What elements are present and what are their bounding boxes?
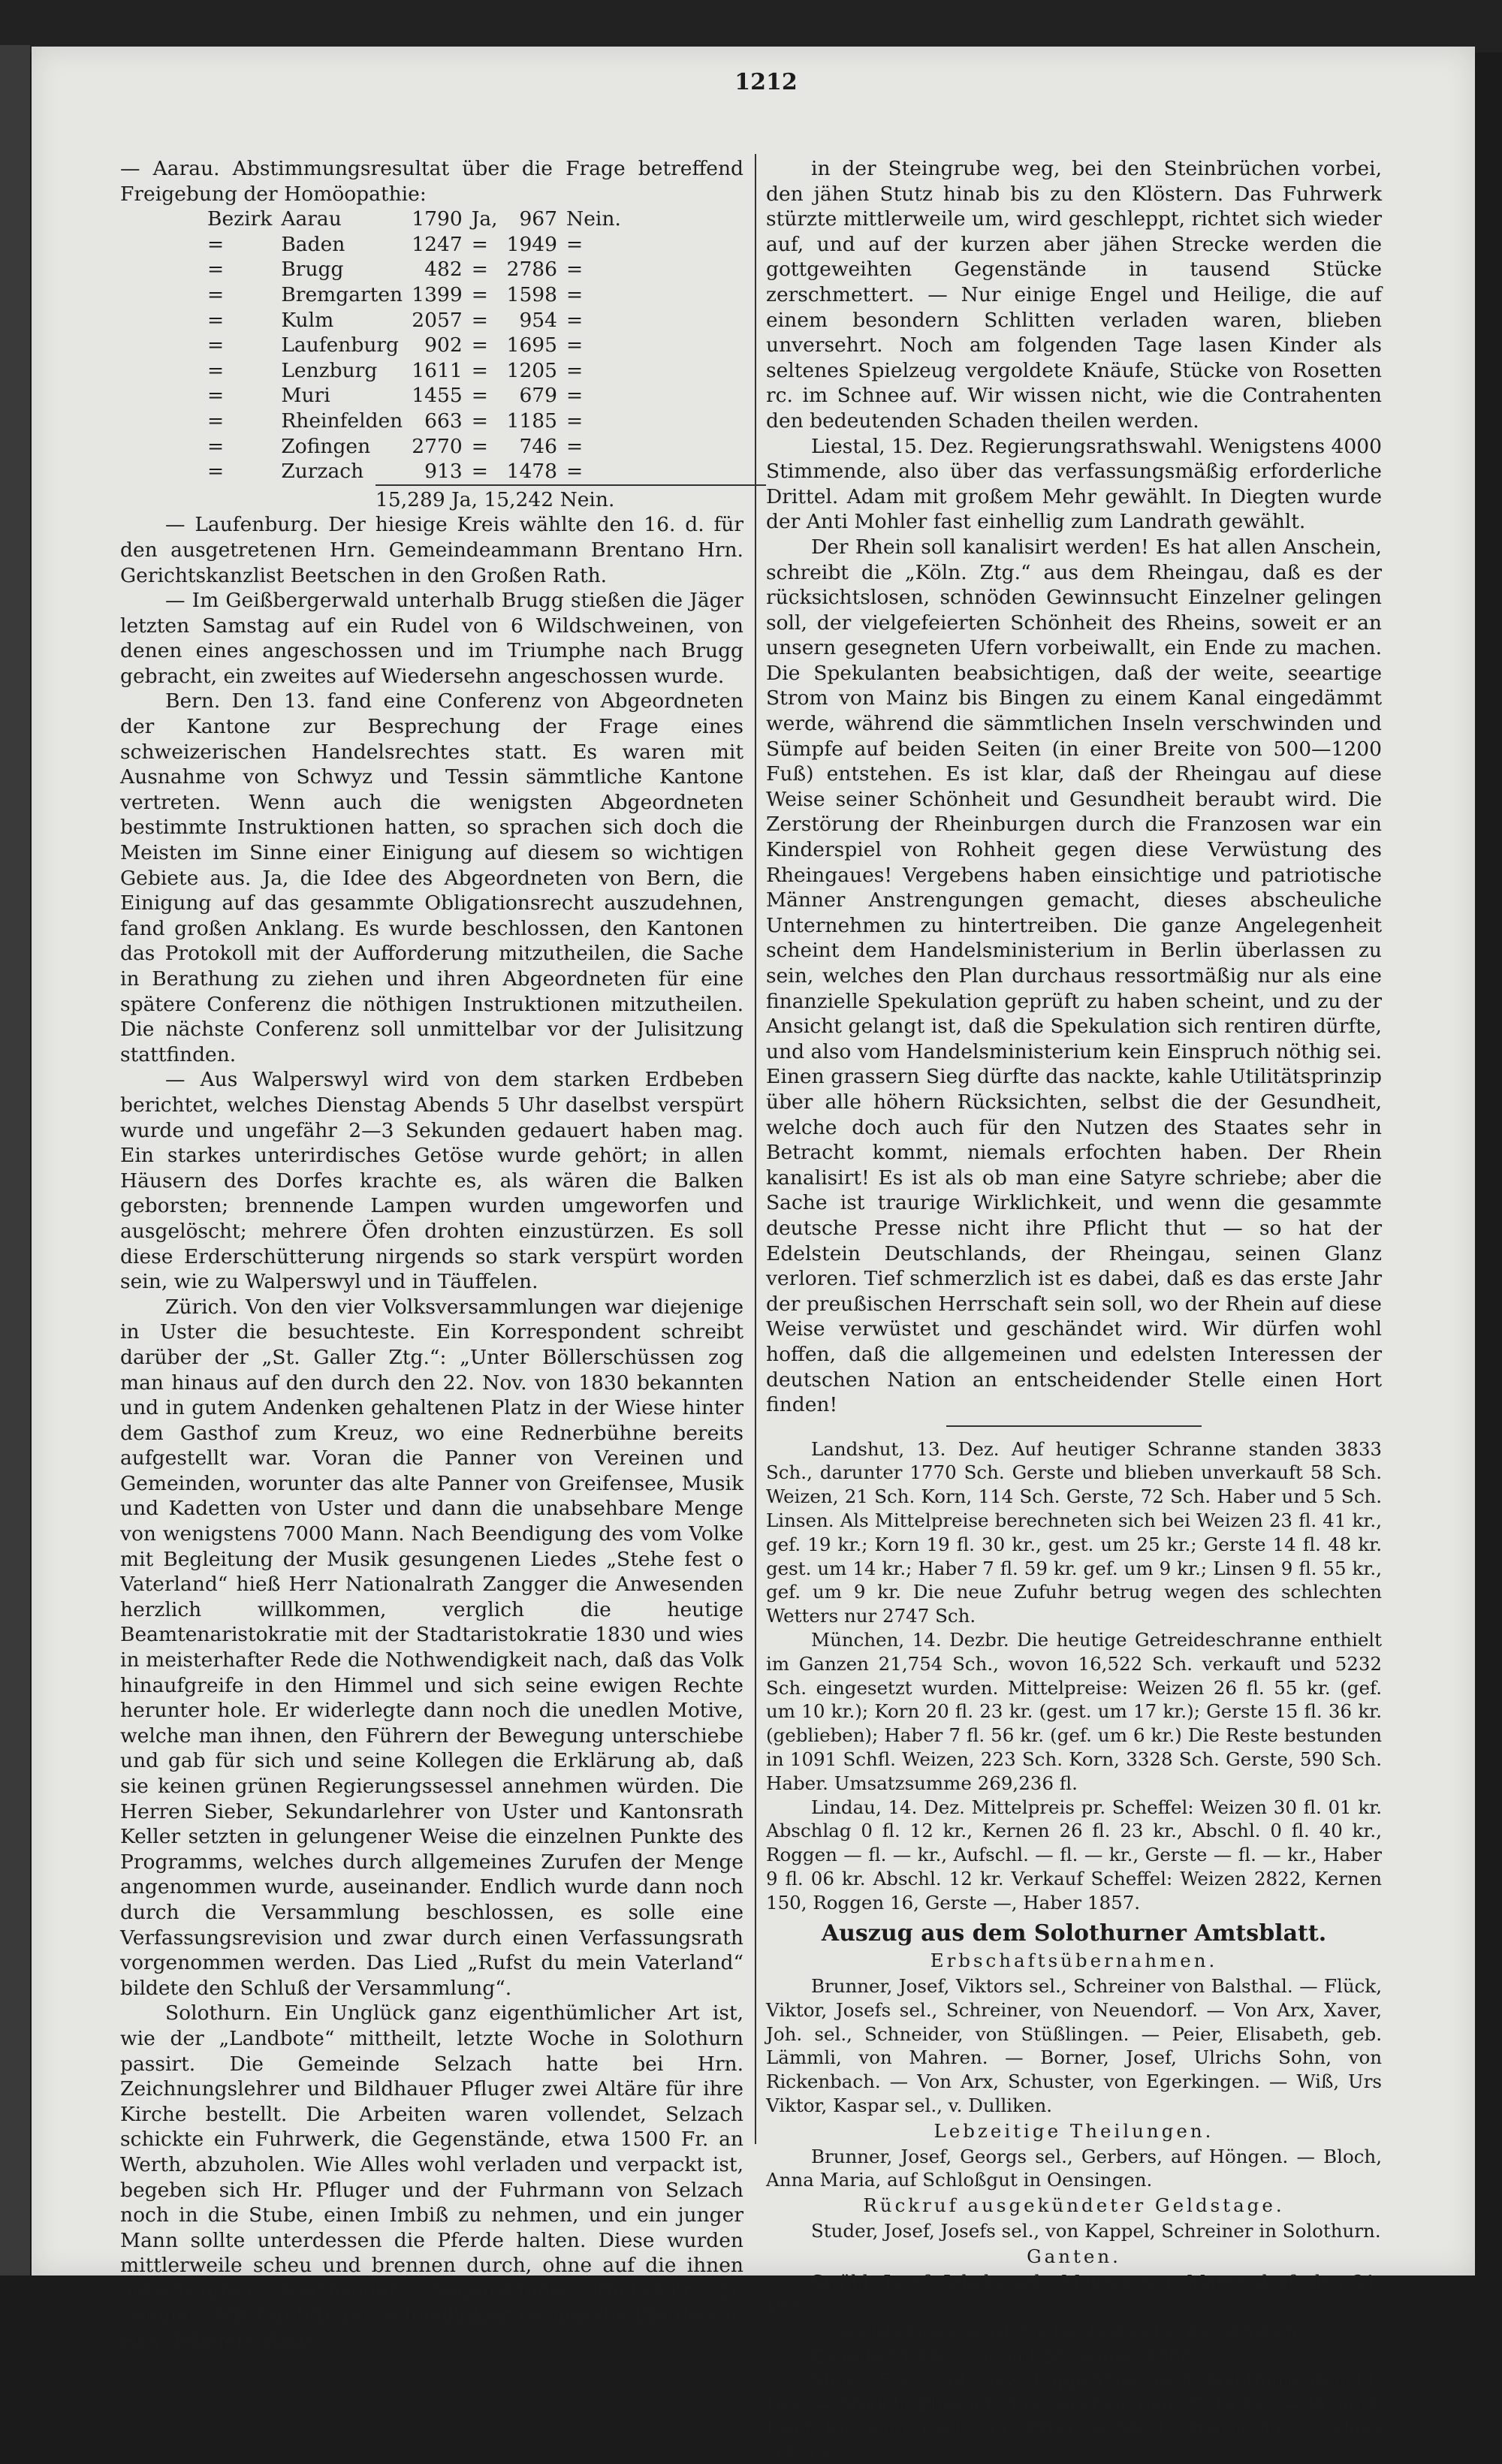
right-articles [766, 156, 1382, 1418]
vote-ja: 902 [424, 333, 463, 357]
vote-district: Lenzburg [281, 358, 378, 382]
vote-prefix: = [207, 232, 225, 256]
vote-district: Baden [281, 232, 345, 256]
vote-nein-unit: = [566, 258, 584, 282]
vote-ja: 1611 [412, 358, 463, 382]
vote-nein: 2786 [506, 258, 558, 282]
vote-district: Zofingen [281, 434, 371, 458]
vote-row [203, 308, 626, 333]
vote-ja: 913 [424, 460, 463, 484]
section-title: Lebzeitige Theilungen. [933, 2119, 1214, 2142]
article-paragraph: — Aus Walperswyl wird von dem starken Erdbeben berichtet, welches Dienstag Abends 5 Uhr daselbst verspürt wurde und ungefähr 2—3 Sekunden gedauert haben mag. Ein starkes unterirdisches Getöse wurde gehört; in allen Häusern des Dorfes krachte es, als wären die Balken geborsten; brennende Lampen wurden umgeworfen und ausgelöscht; mehrere Öfen drohten einzustürzen. Es soll diese Erderschütterung nirgends so stark verspürt worden sein, wie zu Walperswyl und in Täuffelen. [120, 1068, 743, 1294]
article-paragraph: in der Steingrube weg, bei den Steinbrüchen vorbei, den jähen Stutz hinab bis zu den Klöstern. Das Fuhrwerk stürzte mittlerweile um, wird geschleppt, richtet sich wieder auf, und auf der kurzen aber jähen Strecke werden die gottgeweihten Gegenstände in tausend Stücke zerschmettert. — Nur einige Engel und Heilige, die auf einem besondern Schlitten verladen waren, blieben unversehrt. Noch am folgenden Tage lasen Kinder als seltenes Spielzeug vergoldete Knäufe, Stücke von Rosetten rc. im Schnee auf. Wir wissen nicht, wie die Contrahenten den bedeutenden Schaden theilen werden. [766, 157, 1382, 433]
scan-binding-edge [0, 45, 30, 2276]
vote-row [203, 409, 626, 434]
vote-ja-unit: = [471, 384, 488, 408]
vote-nein-unit: = [566, 333, 584, 357]
article-paragraph: — Laufenburg. Der hiesige Kreis wählte den 16. d. für den ausgetretenen Hrn. Gemeindeammann Brentano Hrn. Gerichtskanzlist Beetschen in den Großen Rath. [120, 513, 743, 587]
vote-ja: 1790 [412, 207, 463, 231]
column-divider [755, 154, 756, 2144]
vote-nein-unit: = [566, 460, 584, 484]
vote-nein-unit: Nein. [566, 207, 621, 231]
market-report: Lindau, 14. Dez. Mittelpreis pr. Scheffel: Weizen 30 fl. 01 kr. Abschlag 0 fl. 12 kr., Kernen 26 fl. 23 kr., Abschl. 0 fl. 40 kr., Roggen — fl. — kr., Aufschl. — fl. — kr., Gerste — fl. — kr., Haber 9 fl. 06 kr. Abschl. 12 kr. Verkauf Scheffel: Weizen 2822, Kernen 150, Roggen 16, Gerste —, Haber 1857. [766, 1796, 1382, 1914]
vote-ja-unit: = [471, 258, 488, 282]
vote-district: Muri [281, 384, 330, 408]
notice-entry: Eingabefrist bis und mit 20. Jänner 1868. [811, 2345, 1199, 2367]
vote-district: Zurzach [281, 460, 364, 484]
vote-ja-unit: = [471, 308, 488, 332]
page-number: 1212 [734, 69, 798, 95]
vote-ja-unit: = [471, 409, 488, 433]
market-report: Landshut, 13. Dez. Auf heutiger Schranne standen 3833 Sch., darunter 1770 Sch. Gerste und blieben unverkauft 58 Sch. Weizen, 21 Sch. Korn, 114 Sch. Gerste, 72 Sch. Haber und 5 Sch. Linsen. Als Mittelpreise berechneten sich bei Weizen 23 fl. 41 kr., gef. 19 kr.; Korn 19 fl. 30 kr., gest. um 25 kr.; Gerste 14 fl. 48 kr. gest. um 14 kr.; Haber 7 fl. 59 kr. gef. um 9 kr.; Linsen 9 fl. 55 kr., gef. um 9 kr. Die neue Zufuhr betrug wegen des schlechten Wetters nur 2747 Sch. [766, 1437, 1382, 1627]
vote-prefix: = [207, 282, 225, 306]
market-report: München, 14. Dezbr. Die heutige Getreideschranne enthielt im Ganzen 21,754 Sch., wovon 16,522 Sch. verkauft und 5232 Sch. eingesetzt wurden. Mittelpreise: Weizen 26 fl. 55 kr. (gef. um 10 kr.); Korn 20 fl. 23 kr. (gest. um 17 kr.); Gerste 15 fl. 36 kr. (geblieben); Haber 7 fl. 56 kr. (gef. um 6 kr.) Die Reste bestunden in 1091 Schfl. Weizen, 223 Sch. Korn, 3328 Sch. Gerste, 590 Sch. Haber. Umsatzsumme 269,236 fl. [766, 1629, 1382, 1794]
vote-district: Aarau [281, 207, 342, 231]
scan-top-edge [0, 0, 1502, 53]
vote-nein: 679 [519, 384, 558, 408]
vote-ja: 2057 [412, 308, 463, 332]
section-rule [946, 1425, 1202, 1427]
vote-row [203, 383, 626, 409]
vote-ja-unit: = [471, 434, 488, 458]
notice-entry: Meier, Franz sel., gew. Kappenmacher in Solothurn, den 14. Dez. — Stüdeli, Elisabeth in Grenchen, den 17. Dezbr. — Reinert, Josef, Klemenzen sel., von Altreu. — Sterki, Hieronimus, Niklaus sel., in [766, 2369, 1382, 2463]
aarau-intro: — Aarau. Abstimmungsresultat über die Frage betreffend Freigebung der Homöopathie: [120, 157, 743, 206]
vote-nein: 954 [519, 308, 558, 332]
vote-row [203, 333, 626, 358]
vote-nein-unit: = [566, 232, 584, 256]
vote-row [203, 257, 626, 282]
article-paragraph: — Im Geißbergerwald unterhalb Brugg stießen die Jäger letzten Samstag auf ein Rudel von 6 Wildschweinen, von denen eines angeschossen und im Triumphe nach Brugg gebracht, ein zweites auf Wiedersehn angeschossen wurde. [120, 589, 743, 688]
vote-nein-unit: = [566, 409, 584, 433]
vote-nein: 1185 [506, 409, 558, 433]
vote-district: Kulm [281, 308, 334, 332]
section-title: Rückruf ausgekündeter Geldstage. [863, 2194, 1285, 2217]
vote-row [203, 434, 626, 460]
vote-nein: 1478 [506, 460, 558, 484]
amtsblatt-sections [766, 1949, 1382, 2464]
vote-prefix: = [207, 384, 225, 408]
vote-district: Rheinfelden [281, 409, 403, 433]
vote-nein-unit: = [566, 434, 584, 458]
vote-ja: 1455 [412, 384, 463, 408]
notice-entry: Brunner, Josef, Viktors sel., Schreiner von Balsthal. — Flück, Viktor, Josefs sel., Schreiner, von Neuendorf. — Von Arx, Xaver, Joh. sel., Schneider, von Stüßlingen. — Peier, Elisabeth, geb. Lämmli, von Mahren. — Borner, Josef, Ulrichs Sohn, von Rickenbach. — Von Arx, Schuster, von Egerkingen. — Wiß, Urs Viktor, Kaspar sel., v. Dulliken. [766, 1975, 1382, 2116]
left-articles [120, 512, 743, 2354]
vote-ja-unit: = [471, 282, 488, 306]
vote-ja: 482 [424, 258, 463, 282]
vote-prefix: = [207, 358, 225, 382]
vote-ja: 2770 [412, 434, 463, 458]
vote-ja-unit: = [471, 232, 488, 256]
vote-nein-unit: = [566, 384, 584, 408]
notice-entry: Strähl, Josef, Jakobs sel., Maurer, von Matzendorf, den 21. Dez. [766, 2270, 1382, 2317]
vote-nein: 1205 [506, 358, 558, 382]
vote-ja: 663 [424, 409, 463, 433]
vote-ja-unit: = [471, 333, 488, 357]
vote-nein: 1695 [506, 333, 558, 357]
vote-nein: 1949 [506, 232, 558, 256]
vote-prefix: Bezirk [207, 207, 273, 231]
vote-ja: 1247 [412, 232, 463, 256]
vote-ja-unit: Ja, [471, 207, 498, 231]
notice-entry: Studer, Josef, Josefs sel., von Kappel, Schreiner in Solothurn. [811, 2219, 1381, 2242]
vote-prefix: = [207, 308, 225, 332]
vote-row [203, 282, 626, 308]
vote-row [203, 358, 626, 384]
market-reports [766, 1437, 1382, 1915]
article-paragraph: Solothurn. Ein Unglück ganz eigenthümlicher Art ist, wie der „Landbote“ mittheilt, letzte Woche in Solothurn passirt. Die Gemeinde Selzach hatte bei Hrn. Zeichnungslehrer und Bildhauer Pfluger zwei Altäre für ihre Kirche bestellt. Die Arbeiten waren vollendet, Selzach schickte ein Fuhrwerk, die Gegenstände, etwa 1500 Fr. an Werth, abzuholen. Wie Alles wohl verladen und verpackt ist, begeben sich Hr. Pfluger und der Fuhrmann von Selzach noch in die Stube, einen Imbiß zu nehmen, und ein junger Mann sollte unterdessen die Pferde halten. Diese wurden mittlerweile scheu und brennen durch, ohne auf die ihnen anvertrauten werthvollen Gegenstände Rücksicht zu nehmen. Mit furchtbarer Schnelligkeit rennen die Pferde von Hrn. Pflugers Haus [120, 2001, 743, 2354]
vote-prefix: = [207, 258, 225, 282]
article-paragraph: Liestal, 15. Dez. Regierungsrathswahl. Wenigstens 4000 Stimmende, also über das verfassungsmäßig erforderliche Drittel. Adam mit großem Mehr gewählt. In Diegten wurde der Anti Mohler fast einhellig zum Landrath gewählt. [766, 434, 1382, 534]
vote-prefix: = [207, 333, 225, 357]
article-paragraph: Zürich. Von den vier Volksversammlungen war diejenige in Uster die besuchteste. Ein Korrespondent schreibt darüber der „St. Galler Ztg.“: „Unter Böllerschüssen zog man hinaus auf den durch den 22. Nov. von 1830 bekannten und in gutem Andenken gehaltenen Platz in der Wiese hinter dem Gasthof zum Kreuz, wo eine Rednerbühne bereits aufgestellt war. Voran die Panner von Vereinen und Gemeinden, worunter das alte Panner von Greifensee, Musik und Kadetten von Uster und dann die unabsehbare Menge von wenigstens 7000 Mann. Nach Beendigung des vom Volke mit Begleitung der Musik gesungenen Liedes „Stehe fest o Vaterland“ hieß Herr Nationalrath Zangger die Anwesenden herzlich willkommen, verglich die heutige Beamtenaristokratie mit der Stadtaristokratie 1830 und wies in meisterhafter Rede die Nothwendigkeit nach, daß das Volk hinaufgreife in den Himmel und sich seine ewigen Rechte herunter hole. Er widerlegte dann noch die unedlen Motive, welche man ihnen, den Führern der Bewegung unterschiebe und gab für sich und seine Kollegen die Erklärung ab, daß sie keinen grünen Regierungssessel annehmen würden. Die Herren Sieber, Sekundarlehrer von Uster und Kantonsrath Keller setzten in gelungener Weise die einzelnen Punkte des Programms, welches durch allgemeines Zurufen der Menge angenommen wurde, auseinander. Endlich wurde dann noch durch die Versammlung beschlossen, es solle eine Verfassungsrevision und zwar durch einen Verfassungsrath vorgenommen werden. Das Lied „Rufst du mein Vaterland“ bildete den Schluß der Versammlung“. [120, 1295, 743, 2000]
vote-nein: 746 [519, 434, 558, 458]
vote-prefix: = [207, 460, 225, 484]
vote-ja-unit: = [471, 460, 488, 484]
section-title: Erbschaftsübernahmen. [930, 1950, 1218, 1972]
vote-ja: 1399 [412, 282, 463, 306]
vote-nein: 967 [519, 207, 558, 231]
vote-district: Laufenburg [281, 333, 400, 357]
left-column [120, 156, 743, 2354]
vote-prefix: = [207, 409, 225, 433]
vote-district: Bremgarten [281, 282, 403, 306]
vote-ja-unit: = [471, 358, 488, 382]
vote-row [203, 207, 626, 232]
right-column [766, 156, 1382, 2464]
article-paragraph: Der Rhein soll kanalisirt werden! Es hat allen Anschein, schreibt die „Köln. Ztg.“ aus dem Rheingau, daß es der rücksichtslosen, schnöden Gewinnsucht Einzelner gelingen soll, der vielgefeierten Schönheit des Rheins, soweit er an unsern gesegneten Ufern vorbeiwallt, ein Ende zu machen. Die Spekulanten beabsichtigen, daß der weite, seeartige Strom von Mainz bis Bingen zu einem Kanal eingedämmt werde, während die sämmtlichen Inseln verschwinden und Sümpfe auf beiden Seiten (in einer Breite von 500—1200 Fuß) entstehen. Es ist klar, daß der Rheingau auf diese Weise seiner Schönheit und Gesundheit beraubt wird. Die Zerstörung der Rheinburgen durch die Franzosen war ein Kinderspiel von Rohheit gegen diese Verwüstung des Rheingaues! Vergebens haben einsichtige und patriotische Männer Anstrengungen gemacht, dieses abscheuliche Unternehmen zu hintertreiben. Die ganze Angelegenheit scheint dem Handelsministerium in Berlin überlassen zu sein, welches den Plan durchaus ressortmäßig nur als eine finanzielle Spekulation geprüft zu haben scheint, und zu der Ansicht gelangt ist, daß die Spekulation sich rentiren dürfte, und also vom Handelsministerium kein Einspruch nöthig sei. Einen grassern Sieg dürfte das nackte, kahle Utilitätsprinzip über alle höhern Rücksichten, selbst die der Gesundheit, welche doch auch für den Nutzen des Staates sehr in Betracht kommt, niemals erfochten haben. Der Rhein kanalisirt! Es ist als ob man eine Satyre schriebe; aber die Sache ist traurige Wirklichkeit, und wenn die gesammte deutsche Presse nicht ihre Pflicht thut — so hat der Edelstein Deutschlands, der Rheingau, seinen Glanz verloren. Tief schmerzlich ist es dabei, daß es das erste Jahr der preußischen Herrschaft sein soll, wo der Rhein auf diese Weise verwüstet und geschändet wird. Wir dürfen wohl hoffen, daß die allgemeinen und edelsten Interessen der deutschen Nation an entscheidender Stelle einen Hort finden! [766, 535, 1382, 1417]
vote-row [203, 459, 626, 484]
vote-nein-unit: = [566, 282, 584, 306]
section-title: Ganten. [1027, 2245, 1121, 2267]
vote-table [203, 207, 626, 484]
vote-nein-unit: = [566, 358, 584, 382]
vote-nein: 1598 [506, 282, 558, 306]
vote-district: Brugg [281, 258, 344, 282]
vote-prefix: = [207, 434, 225, 458]
article-paragraph: Bern. Den 13. fand eine Conferenz von Abgeordneten der Kantone zur Besprechung der Frage eines schweizerischen Handelsrechtes statt. Es waren mit Ausnahme von Schwyz und Tessin sämmtliche Kantone vertreten. Wenn auch die wenigsten Abgeordneten bestimmte Instruktionen hatten, so sprachen sich doch die Meisten im Sinne einer Einigung auf diesem so wichtigen Gebiete aus. Ja, die Idee des Abgeordneten von Bern, die Einigung auf das gesammte Obligationsrecht auszudehnen, fand großen Anklang. Es wurde beschlossen, den Kantonen das Protokoll mit der Aufforderung mitzutheilen, die Sache in Berathung zu ziehen und ihren Abgeordneten für eine spätere Conferenz die nöthigen Instruktionen mitzutheilen. Die nächste Conferenz soll unmittelbar vor der Julisitzung stattfinden. [120, 689, 743, 1066]
vote-total: 15,289 Ja, 15,242 Nein. [376, 484, 766, 513]
amtsblatt-title: Auszug aus dem Solothurner Amtsblatt. [821, 1920, 1327, 1947]
vote-nein-unit: = [566, 308, 584, 332]
notice-entry: Brunner, Josef, Georgs sel., Gerbers, auf Höngen. — Bloch, Anna Maria, auf Schloßgut in Oensingen. [766, 2145, 1382, 2191]
section-title: Geldstage und Geldstagssteigerungen. [838, 2320, 1310, 2342]
vote-row [203, 232, 626, 258]
